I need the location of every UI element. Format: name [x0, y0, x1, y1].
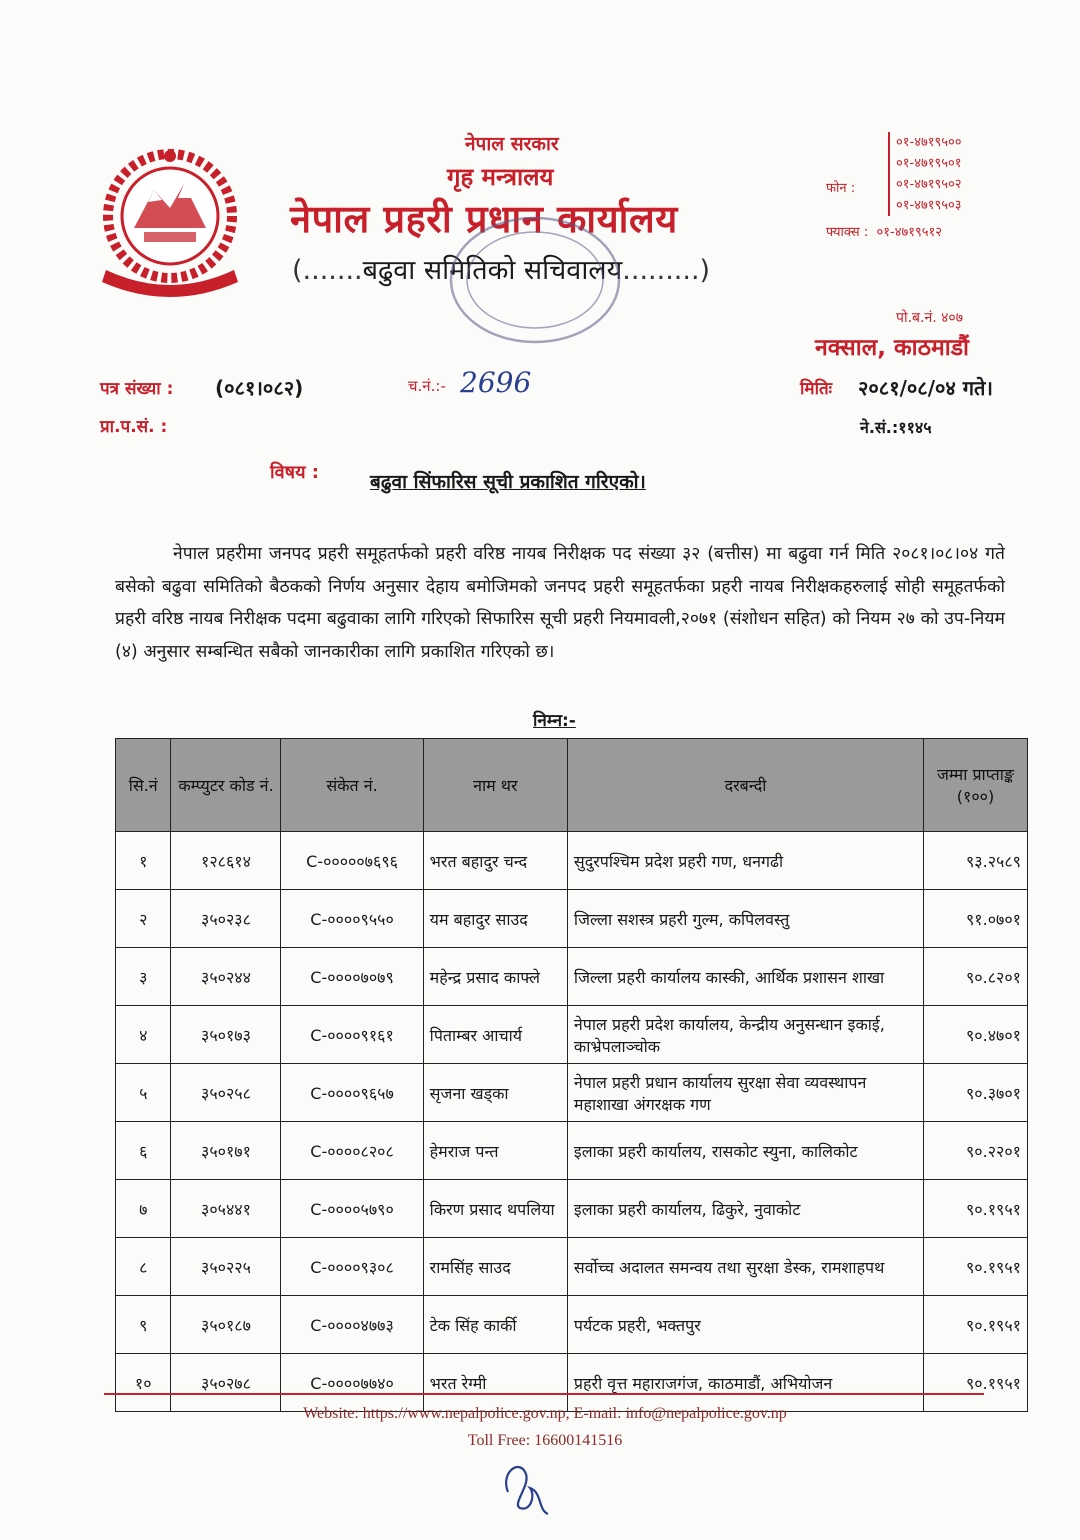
table-row [116, 1122, 1028, 1180]
cell-score: ९०.२२०१ [924, 1122, 1028, 1180]
phone-number: ०१-४७१९५०२ [896, 177, 962, 192]
cell-score: ९०.१९५१ [924, 1238, 1028, 1296]
cell-sn: ४ [116, 1006, 171, 1064]
ministry-title: गृह मन्त्रालय [447, 163, 554, 191]
nepal-emblem-icon [92, 140, 248, 300]
table-row [116, 1064, 1028, 1122]
cell-name: भरत रेग्मी [423, 1354, 567, 1412]
cell-symbol: C-००००७७४० [281, 1354, 423, 1412]
cell-sn: १ [116, 832, 171, 890]
cell-sn: ३ [116, 948, 171, 1006]
cell-name: यम बहादुर साउद [423, 890, 567, 948]
col-header-sn: सि.नं [116, 739, 171, 832]
cn-value: 2696 [460, 366, 532, 399]
cell-sn: ५ [116, 1064, 171, 1122]
cell-sn: २ [116, 890, 171, 948]
cell-score: ९०.१९५१ [924, 1296, 1028, 1354]
list-heading: निम्न:- [533, 711, 576, 731]
table-row [116, 1296, 1028, 1354]
table-row [116, 1354, 1028, 1412]
col-header-post: दरबन्दी [567, 739, 923, 832]
footer-toll-free: Toll Free: 16600141516 [467, 1432, 623, 1449]
cell-name: रामसिंह साउद [423, 1238, 567, 1296]
cell-sn: ८ [116, 1238, 171, 1296]
table-row [116, 890, 1028, 948]
cell-code: ३५०२५८ [171, 1064, 281, 1122]
cell-code: ३५०२४४ [171, 948, 281, 1006]
cell-symbol: C-००००९१६१ [281, 1006, 423, 1064]
cell-code: ३५०१७३ [171, 1006, 281, 1064]
cell-code: ३०५४४१ [171, 1180, 281, 1238]
cell-sn: ७ [116, 1180, 171, 1238]
cell-symbol: C-००००९६५७ [281, 1064, 423, 1122]
cell-post: प्रहरी वृत्त महाराजगंज, काठमाडौं, अभियोजन [567, 1354, 923, 1412]
po-box: पो.ब.नं. ४०७ [896, 310, 963, 326]
table-header-row [116, 739, 1028, 832]
office-stamp [445, 210, 625, 350]
cell-name: पिताम्बर आचार्य [423, 1006, 567, 1064]
fax-line [826, 222, 942, 240]
col-header-code: कम्प्युटर कोड नं. [171, 739, 281, 832]
table-row [116, 1238, 1028, 1296]
cell-score: ९०.१९५१ [924, 1180, 1028, 1238]
ref-label: पत्र संख्या : [100, 379, 174, 399]
cell-post: जिल्ला सशस्त्र प्रहरी गुल्म, कपिलवस्तु [567, 890, 923, 948]
cell-name: सृजना खड्का [423, 1064, 567, 1122]
phone-list [888, 132, 962, 216]
footer-divider [104, 1393, 984, 1395]
cell-name: भरत बहादुर चन्द [423, 832, 567, 890]
government-title: नेपाल सरकार [465, 133, 559, 155]
cell-sn: ९ [116, 1296, 171, 1354]
date-value: २०८१/०८/०४ गते। [858, 376, 994, 400]
cell-post: नेपाल प्रहरी प्रदेश कार्यालय, केन्द्रीय अनुसन्धान इकाई, काभ्रेपलाञ्चोक [567, 1006, 923, 1064]
cell-post: इलाका प्रहरी कार्यालय, रासकोट स्युना, कालिकोट [567, 1122, 923, 1180]
cell-post: सर्वोच्च अदालत समन्वय तथा सुरक्षा डेस्क, रामशाहपथ [567, 1238, 923, 1296]
cell-post: जिल्ला प्रहरी कार्यालय कास्की, आर्थिक प्रशासन शाखा [567, 948, 923, 1006]
phone-number: ०१-४७१९५०० [896, 135, 962, 150]
table-row [116, 832, 1028, 890]
col-header-symbol: संकेत नं. [281, 739, 423, 832]
phone-label: फोन : [826, 181, 856, 196]
signature [490, 1452, 560, 1522]
subject-text: बढुवा सिंफारिस सूची प्रकाशित गरिएको। [370, 471, 646, 493]
date-label: मितिः [800, 379, 833, 399]
phone-number: ०१-४७१९५०१ [896, 156, 962, 171]
cell-post: सुदुरपश्चिम प्रदेश प्रहरी गण, धनगढी [567, 832, 923, 890]
cell-code: ३५०२३८ [171, 890, 281, 948]
cell-sn: १० [116, 1354, 171, 1412]
fax-label: फ्याक्स : [826, 225, 869, 240]
cell-symbol: C-००००९३०८ [281, 1238, 423, 1296]
cell-symbol: C-००००५७९० [281, 1180, 423, 1238]
cell-symbol: C-००००८२०८ [281, 1122, 423, 1180]
fax-number: ०१-४७१९५१२ [876, 225, 943, 240]
cell-code: ३५०२२५ [171, 1238, 281, 1296]
cell-score: ९०.३७०१ [924, 1064, 1028, 1122]
cell-score: ९०.८२०१ [924, 948, 1028, 1006]
cell-symbol: C-००००९५५० [281, 890, 423, 948]
table-row [116, 1006, 1028, 1064]
sub-office-line: (.......बढुवा समितिको सचिवालय.........) [292, 255, 711, 286]
phone-number: ०१-४७१९५०३ [896, 198, 962, 213]
cell-symbol: C-०००००७६९६ [281, 832, 423, 890]
cell-sn: ६ [116, 1122, 171, 1180]
cell-code: ३५०२७८ [171, 1354, 281, 1412]
col-header-name: नाम थर [423, 739, 567, 832]
nepal-sambat: ने.सं.:११४५ [860, 418, 932, 437]
office-title: नेपाल प्रहरी प्रधान कार्यालय [290, 197, 678, 241]
col-header-score: जम्मा प्राप्ताङ्क (१००) [924, 739, 1028, 832]
cell-post: नेपाल प्रहरी प्रधान कार्यालय सुरक्षा सेवा व्यवस्थापन महाशाखा अंगरक्षक गण [567, 1064, 923, 1122]
cell-symbol: C-००००७०७९ [281, 948, 423, 1006]
cn-label: च.नं.:- [408, 377, 446, 395]
cell-code: ३५०१७१ [171, 1122, 281, 1180]
cell-score: ९३.२५८९ [924, 832, 1028, 890]
cell-score: ९०.४७०१ [924, 1006, 1028, 1064]
sub-office-title: बढुवा समितिको सचिवालय [362, 255, 623, 286]
cell-name: हेमराज पन्त [423, 1122, 567, 1180]
cell-code: ३५०१८७ [171, 1296, 281, 1354]
ref-value: (०८१।०८२) [215, 376, 304, 400]
cell-name: महेन्द्र प्रसाद काफ्ले [423, 948, 567, 1006]
footer-website: Website: https://www.nepalpolice.gov.np, E-mail: info@nepalpolice.gov.np [303, 1405, 787, 1422]
subject-label: विषय : [270, 462, 319, 483]
cell-code: १२८६१४ [171, 832, 281, 890]
cell-symbol: C-००००४७७३ [281, 1296, 423, 1354]
body-paragraph: नेपाल प्रहरीमा जनपद प्रहरी समूहतर्फको प्रहरी वरिष्ठ नायब निरीक्षक पद संख्या ३२ (बत्तीस) मा बढुवा गर्न मिति २०८१।०८।०४ गते बसेको बढुवा समितिको बैठकको निर्णय अनुसार देहाय बमोजिमको जनपद प्रहरी समूहतर्फका प्रहरी नायब निरीक्षकहरुलाई सोही समूहतर्फको प्रहरी वरिष्ठ नायब निरीक्षक पदमा बढुवाका लागि गरिएको सिफारिस सूची प्रहरी नियमावली,२०७१ (संशोधन सहित) को नियम २७ को उप-नियम (४) अनुसार सम्बन्धित सबैको जानकारीका लागि प्रकाशित गरिएको छ। [115, 544, 1005, 662]
cell-post: पर्यटक प्रहरी, भक्तपुर [567, 1296, 923, 1354]
cell-score: ९०.१९५१ [924, 1354, 1028, 1412]
cell-name: किरण प्रसाद थपलिया [423, 1180, 567, 1238]
recommendation-table [115, 738, 1028, 1412]
cell-post: इलाका प्रहरी कार्यालय, ढिकुरे, नुवाकोट [567, 1180, 923, 1238]
cell-name: टेक सिंह कार्की [423, 1296, 567, 1354]
office-location: नक्साल, काठमाडौं [815, 335, 969, 361]
ppsn-label: प्रा.प.सं. : [100, 417, 168, 437]
table-row [116, 1180, 1028, 1238]
cell-score: ९१.०७०१ [924, 890, 1028, 948]
table-row [116, 948, 1028, 1006]
